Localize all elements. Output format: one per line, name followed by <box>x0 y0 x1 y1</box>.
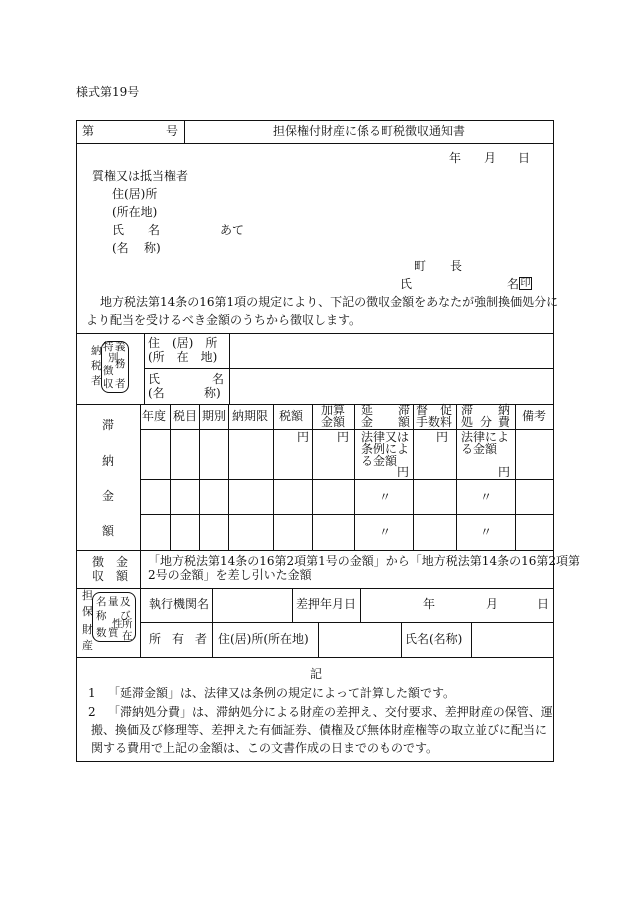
taxpayer-label: 納 <box>91 345 102 357</box>
divider <box>212 588 213 657</box>
addressee-name-alt-1: (名 <box>112 241 129 255</box>
note-1-text: 「延滞金額」は、法律又は条例の規定によって計算した額です。 <box>108 686 456 700</box>
unit-yen: 円 <box>337 430 350 444</box>
addressee-ate: あて <box>220 223 245 237</box>
owner-label: 所 <box>149 632 162 646</box>
divider <box>229 333 230 404</box>
withholder-label: 特 <box>103 341 114 353</box>
property-label: 及 <box>120 596 131 608</box>
addressee-role: 質権又は抵当権者 <box>92 169 189 183</box>
body-text-line1: 地方税法第14条の16第1項の規定により、下記の徴収金額をあなたが強制換価処分に <box>100 295 559 309</box>
property-label: 名 <box>96 596 107 608</box>
col-header-disposition-cost: 滞 <box>461 403 474 417</box>
note-2-number: 2 <box>88 705 96 719</box>
note-2-line2: 搬、換価及び修理等、差押えた有価証券、債権及び無体財産権等の取立並びに配当に <box>91 723 548 737</box>
col-header-reminder: 手数料 <box>416 415 453 429</box>
col-header-due-date: 納期限 <box>232 409 269 423</box>
unit-yen: 円 <box>297 430 310 444</box>
divider <box>140 404 141 550</box>
divider <box>456 404 457 550</box>
col-header-additional: 金額 <box>321 415 346 429</box>
col-header-reminder: 促 <box>440 403 453 417</box>
col-header-disposition-cost: 費 <box>498 415 511 429</box>
seizure-date-day: 日 <box>537 597 550 611</box>
arrears-side-label: 納 <box>102 454 115 468</box>
ditto-mark: 〃 <box>379 490 392 504</box>
addressee-address-alt: (所在地) <box>112 205 158 219</box>
addressee-name-1: 氏 <box>112 223 125 237</box>
date-year: 年 <box>449 151 462 165</box>
collection-label: 額 <box>116 569 129 583</box>
date-day: 日 <box>518 151 531 165</box>
arrears-side-label: 滞 <box>102 418 115 432</box>
divider <box>140 550 141 588</box>
number-suffix: 号 <box>166 124 179 138</box>
col-header-delinquency: 額 <box>398 415 411 429</box>
divider <box>140 622 554 623</box>
unit-yen: 円 <box>397 465 410 479</box>
divider <box>76 657 554 658</box>
divider <box>273 404 274 550</box>
divider <box>76 404 554 405</box>
divider <box>360 588 361 622</box>
ditto-mark: 〃 <box>480 525 493 539</box>
col-header-delinquency: 延 <box>361 403 374 417</box>
collection-text-line1: 「地方税法第14条の16第2項第1号の金額」から「地方税法第14条の16第2項第 <box>148 554 580 568</box>
withholder-label: 務 <box>115 358 126 370</box>
property-label: 称 <box>96 610 107 622</box>
divider <box>76 588 554 589</box>
col-header-period: 期別 <box>202 409 227 423</box>
col-header-delinquency: 金 <box>361 415 374 429</box>
property-label: 産 <box>82 639 93 652</box>
col-header-year: 年度 <box>142 409 167 423</box>
sender-mei: 名 <box>507 277 520 291</box>
divider <box>471 622 472 657</box>
divider <box>199 404 200 550</box>
divider <box>140 479 554 480</box>
unit-yen: 円 <box>436 430 449 444</box>
ditto-mark: 〃 <box>379 525 392 539</box>
seizure-date-label: 差押年月日 <box>296 597 357 611</box>
divider <box>76 143 554 144</box>
executing-agency-label: 執行機関名 <box>149 597 210 611</box>
property-label: 保 <box>82 605 93 618</box>
col-header-tax-item: 税目 <box>173 409 198 423</box>
addressee-name-alt-2: 称) <box>144 241 161 255</box>
seizure-date-month: 月 <box>486 597 499 611</box>
property-label: 財 <box>82 623 93 636</box>
property-label: 在 <box>122 630 133 642</box>
divider <box>140 514 554 515</box>
notes-title: 記 <box>310 667 323 681</box>
collection-label: 収 <box>92 569 105 583</box>
withholder-label: 徴 <box>103 365 114 377</box>
divider <box>228 404 229 550</box>
divider <box>413 404 414 550</box>
unit-yen: 円 <box>498 465 511 479</box>
col-header-additional: 加算 <box>321 403 346 417</box>
note-1-number: 1 <box>88 686 96 700</box>
divider <box>292 588 293 622</box>
document-title: 担保権付財産に係る町税徴収通知書 <box>273 124 466 138</box>
property-label: 性 <box>112 618 123 630</box>
ditto-mark: 〃 <box>480 490 493 504</box>
addressee-address: 住(居)所 <box>112 187 158 201</box>
taxpayer-name-2: 名 <box>212 372 225 386</box>
col-header-disposition-cost: 処 <box>461 415 474 429</box>
collection-label: 徴 <box>92 555 105 569</box>
property-label: 数 <box>96 627 107 639</box>
collection-label: 金 <box>116 555 129 569</box>
note-2-line3: 関する費用で上記の金額は、この文書作成の日までのものです。 <box>91 741 439 755</box>
withholder-label: 者 <box>115 378 126 390</box>
divider <box>401 622 402 657</box>
arrears-side-label: 額 <box>102 524 115 538</box>
col-header-disposition-cost: 納 <box>498 403 511 417</box>
col-header-tax-amount: 税額 <box>279 409 304 423</box>
property-label: 量 <box>108 596 119 608</box>
property-label: 所 <box>122 618 133 630</box>
divider <box>515 404 516 550</box>
divider <box>144 333 145 404</box>
divider <box>354 404 355 550</box>
taxpayer-label: 税 <box>91 360 102 372</box>
divider <box>312 404 313 550</box>
taxpayer-address-label: 住 (居) 所 <box>148 336 218 350</box>
note-2-line1: 「滞納処分費」は、滞納処分による財産の差押え、交付要求、差押財産の保管、運 <box>108 705 553 719</box>
property-label: び <box>120 610 131 622</box>
owner-address-label: 住(居)所(所在地) <box>218 632 309 646</box>
col-header-disposition-cost: 分 <box>480 415 493 429</box>
divider <box>170 404 171 550</box>
taxpayer-name-1: 氏 <box>148 372 161 386</box>
date-month: 月 <box>484 151 497 165</box>
taxpayer-label: 者 <box>91 375 102 387</box>
delinquency-note: 条例によ <box>361 442 410 456</box>
addressee-name-2: 名 <box>148 223 161 237</box>
taxpayer-name-alt-1: (名 <box>148 386 165 400</box>
owner-label: 者 <box>195 632 208 646</box>
disposition-note: る金額 <box>461 442 498 456</box>
property-label: 担 <box>82 589 93 602</box>
arrears-side-label: 金 <box>102 489 115 503</box>
property-label: 質 <box>108 627 119 639</box>
sender-chief: 長 <box>450 259 463 273</box>
seizure-date-year: 年 <box>423 597 436 611</box>
taxpayer-address-alt: (所 在 地) <box>148 350 218 364</box>
sender-shi: 氏 <box>400 277 413 291</box>
withholder-label: 収 <box>103 378 114 390</box>
body-text-line2: より配当を受けるべき金額のうちから徴収します。 <box>86 313 362 327</box>
number-prefix: 第 <box>82 124 95 138</box>
divider <box>76 333 554 334</box>
divider <box>76 550 554 551</box>
withholder-label: 義 <box>115 341 126 353</box>
divider <box>184 120 185 143</box>
disposition-note: 法律によ <box>461 430 510 444</box>
delinquency-note: る金額 <box>361 454 398 468</box>
seal-mark: 印 <box>520 278 531 289</box>
sender-town: 町 <box>414 259 427 273</box>
withholder-label: 別 <box>108 352 119 364</box>
divider <box>318 622 319 657</box>
divider <box>140 588 141 657</box>
collection-text-line2: 2号の金額」を差し引いた金額 <box>148 568 312 582</box>
owner-name-label: 氏名(名称) <box>405 632 463 646</box>
delinquency-note: 法律又は <box>361 430 410 444</box>
divider <box>144 368 554 369</box>
col-header-reminder: 督 <box>416 403 429 417</box>
owner-label: 有 <box>172 632 185 646</box>
col-header-remarks: 備考 <box>522 409 547 423</box>
taxpayer-name-alt-2: 称) <box>204 386 221 400</box>
form-number: 様式第19号 <box>76 85 140 99</box>
col-header-delinquency: 滞 <box>398 403 411 417</box>
